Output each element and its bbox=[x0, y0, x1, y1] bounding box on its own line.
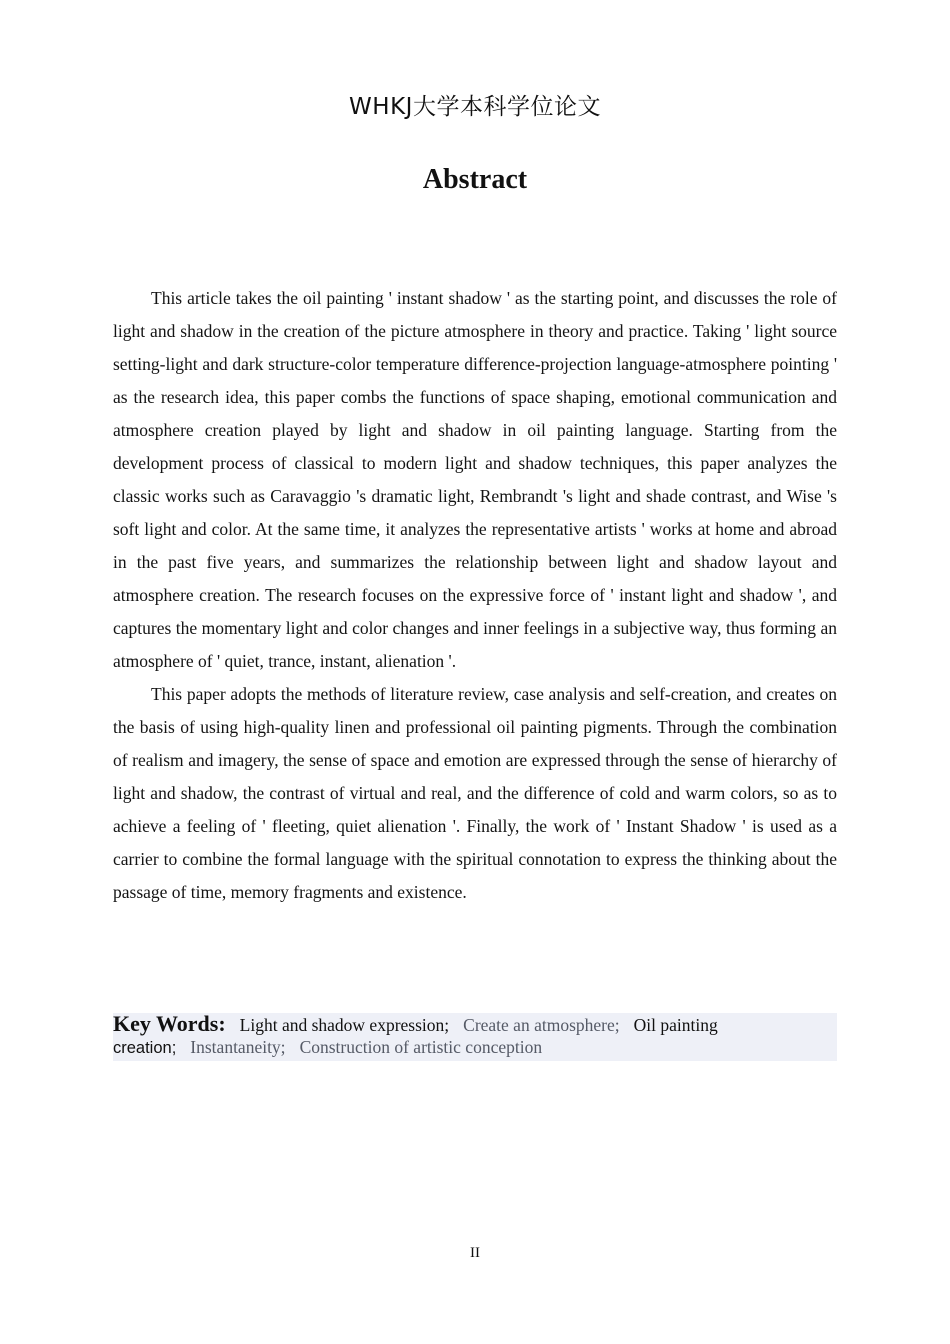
keyword-item: Construction of artistic conception bbox=[299, 1037, 543, 1057]
keyword-item: Instantaneity; bbox=[190, 1037, 286, 1057]
keywords-label: Key Words: bbox=[113, 1011, 226, 1036]
keyword-item: Create an atmosphere; bbox=[463, 1015, 620, 1035]
keywords-block bbox=[113, 1013, 837, 1061]
abstract-paragraph-1: This article takes the oil painting ' instant shadow ' as the starting point, and discusses the role of light and shadow in the creation of the picture atmosphere in theory and practice. Taking ' light source setting-light and dark structure-color temperature difference-projection language-atmosphere pointing ' as the research idea, this paper combs the functions of space shaping, emotional communication and atmosphere creation played by light and shadow in oil painting language. Starting from the development process of classical to modern light and shadow techniques, this paper analyzes the classic works such as Caravaggio 's dramatic light, Rembrandt 's light and shade contrast, and Wise 's soft light and color. At the same time, it analyzes the representative artists ' works at home and abroad in the past five years, and summarizes the relationship between light and shadow layout and atmosphere creation. The research focuses on the expressive force of ' instant light and shadow ', and captures the momentary light and color changes and inner feelings in a subjective way, thus forming an atmosphere of ' quiet, trance, instant, alienation '. bbox=[113, 288, 837, 671]
abstract-paragraph-2: This paper adopts the methods of literature review, case analysis and self-creation, and creates on the basis of using high-quality linen and professional oil painting pigments. Through the combination of realism and imagery, the sense of space and emotion are expressed through the sense of hierarchy of light and shadow, the contrast of virtual and real, and the difference of cold and warm colors, so as to achieve a feeling of ' fleeting, quiet alienation '. Finally, the work of ' Instant Shadow ' is used as a carrier to combine the formal language with the spiritual connotation to express the thinking about the passage of time, memory fragments and existence. bbox=[113, 684, 837, 902]
keyword-item: creation; bbox=[113, 1039, 177, 1057]
keyword-item: Oil painting bbox=[633, 1015, 718, 1035]
abstract-body bbox=[113, 282, 837, 909]
page-header-title: WHKJ大学本科学位论文 bbox=[349, 94, 601, 120]
page-number: II bbox=[470, 1245, 480, 1261]
abstract-heading: Abstract bbox=[422, 164, 528, 195]
keyword-item: Light and shadow expression; bbox=[239, 1015, 450, 1035]
